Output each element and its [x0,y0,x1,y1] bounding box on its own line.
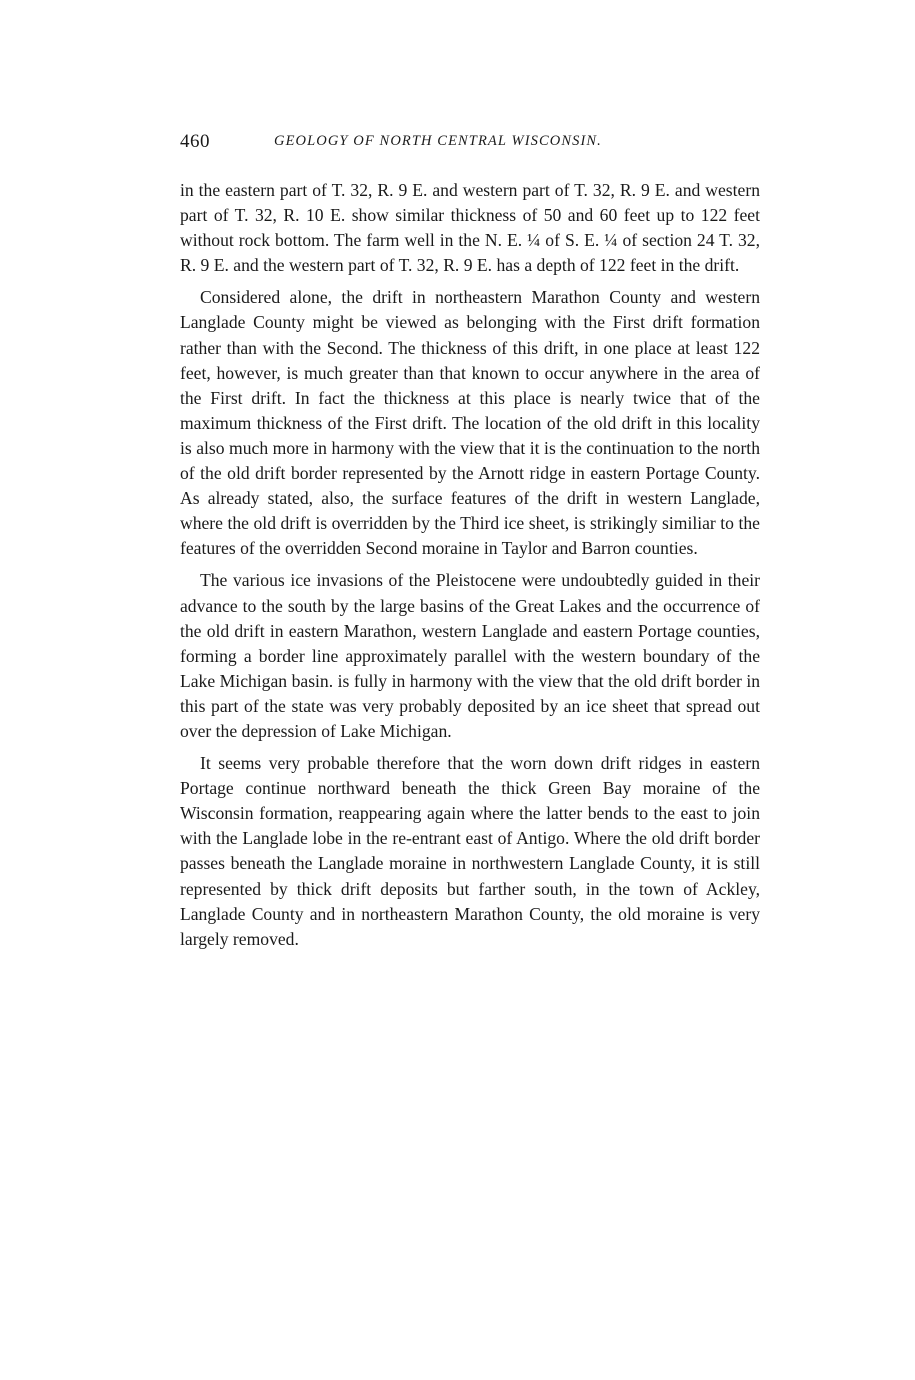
page-header [180,131,760,159]
paragraph: It seems very probable therefore that the worn down drift ridges in eastern Portage continue northward beneath the thick Green Bay moraine of the Wisconsin formation, reappearing again where the latter bends to the east to join with the Langlade lobe in the re-entrant east of Antigo. Where the old drift border passes beneath the Langlade moraine in northwestern Langlade County, it is still represented by thick drift deposits but farther south, in the town of Ackley, Langlade County and in northeastern Marathon County, the old moraine is very largely removed. [180,753,760,949]
paragraph-continued: in the eastern part of T. 32, R. 9 E. and western part of T. 32, R. 9 E. and western part of T. 32, R. 10 E. show similar thickness of 50 and 60 feet up to 122 feet without rock bottom. The farm well in the N. E. ¼ of S. E. ¼ of section 24 T. 32, R. 9 E. and the western part of T. 32, R. 9 E. has a depth of 122 feet in the drift. [180,180,760,276]
page-number: 460 [180,131,210,152]
running-title: GEOLOGY OF NORTH CENTRAL WISCONSIN. [274,133,602,149]
body-text [180,178,760,952]
paragraph: Considered alone, the drift in northeastern Marathon County and western Langlade County might be viewed as belonging with the First drift formation rather than with the Second. The thickness of this drift, in one place at least 122 feet, however, is much greater than that known to occur anywhere in the area of the First drift. In fact the thickness at this place is nearly twice that of the maximum thickness of the First drift. The location of the old drift in this locality is also much more in harmony with the view that it is the continuation to the north of the old drift border represented by the Arnott ridge in eastern Portage County. As already stated, also, the surface features of the drift in western Langlade, where the old drift is overridden by the Third ice sheet, is strikingly similiar to the features of the overridden Second moraine in Taylor and Barron counties. [180,287,760,559]
paragraph: The various ice invasions of the Pleistocene were undoubtedly guided in their advance to the south by the large basins of the Great Lakes and the occurrence of the old drift in eastern Marathon, western Langlade and eastern Portage counties, forming a border line approximately parallel with the western boundary of the Lake Michigan basin. is fully in harmony with the view that the old drift border in this part of the state was very probably deposited by an ice sheet that spread out over the depression of Lake Michigan. [180,570,760,741]
